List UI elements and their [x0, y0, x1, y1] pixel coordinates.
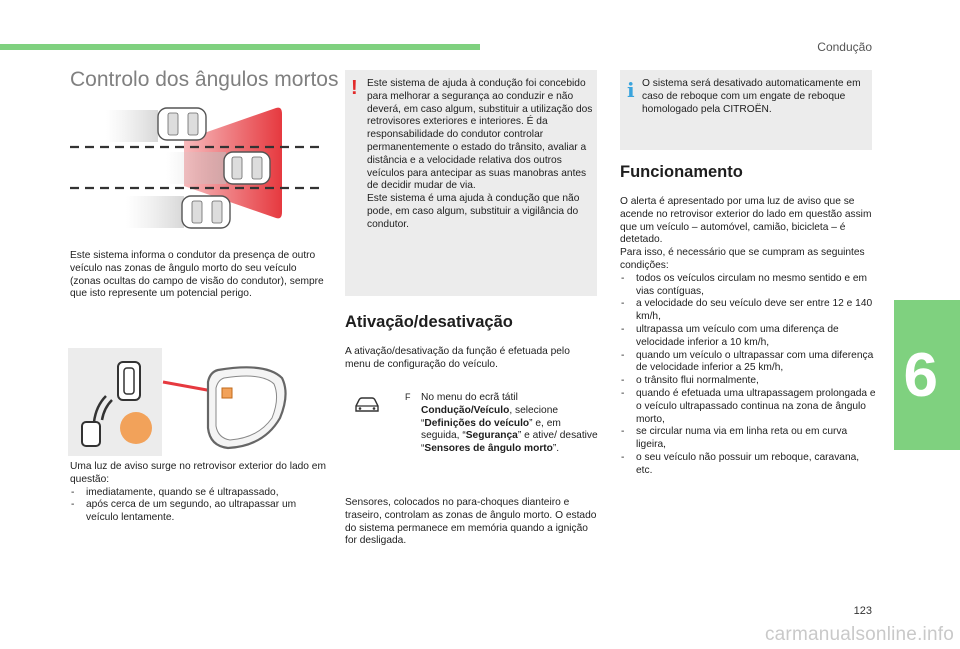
activation-text: A ativação/desativação da função é efetuada pelo menu de configuração do veículo.	[345, 346, 570, 370]
exclamation-warning-icon: !	[351, 77, 358, 99]
page-title: Controlo dos ângulos mortos	[70, 68, 339, 91]
menu-text: No menu do ecrã tátil	[421, 392, 518, 403]
info-box	[620, 70, 872, 150]
activation-heading: Ativação/desativação	[345, 313, 513, 331]
menu-sensores: Sensores de ângulo morto	[424, 443, 553, 455]
car-front-icon	[353, 397, 381, 413]
warning-light-list	[70, 487, 326, 525]
list-item: - se circular numa via em linha reta ou em curva ligeira,	[620, 426, 878, 452]
instruction-arrow-icon: F	[405, 392, 411, 402]
conditions-list	[620, 273, 878, 478]
list-item: - quando é efetuada uma ultrapassagem prolongada e o veículo ultrapassado continua na zona de ângulo morto,	[620, 388, 878, 426]
list-item: - após cerca de um segundo, ao ultrapassar um veículo lentamente.	[70, 499, 326, 525]
info-text: O sistema será desativado automaticamente em caso de reboque com um engate de reboque homologado pela CITROËN.	[642, 78, 861, 115]
chapter-number: 6	[903, 341, 938, 410]
warning-light-section	[70, 461, 326, 525]
car-bottom	[182, 196, 230, 228]
list-item: - imediatamente, quando se é ultrapassado,	[70, 487, 326, 500]
blind-spot-illustration	[66, 100, 330, 230]
car-top	[158, 108, 206, 140]
sensors-text: Sensores, colocados no para-choques dianteiro e traseiro, controlam as zonas de ângulo morto. O estado do sistema permanece em memória quando a ignição for desligada.	[345, 497, 597, 547]
info-icon: i	[627, 78, 635, 102]
list-item: - o trânsito flui normalmente,	[620, 375, 878, 388]
warning-text-2: Este sistema é uma ajuda à condução que não pode, em caso algum, substituir a vigilância do condutor.	[367, 193, 580, 230]
mirror-warning-illustration	[68, 348, 294, 456]
menu-condução: Condução	[421, 404, 471, 416]
operation-section	[620, 196, 878, 478]
menu-definicoes: Definições do veículo	[424, 417, 530, 429]
menu-veiculo: Veículo	[473, 404, 510, 416]
menu-sep: /	[470, 404, 474, 416]
list-item: - ultrapassa um veículo com uma diferença de velocidade inferior a 10 km/h,	[620, 324, 878, 350]
warning-light-intro: Uma luz de aviso surge no retrovisor exterior do lado em questão:	[70, 461, 326, 485]
operation-conditions-intro: Para isso, é necessário que se cumpram as seguintes condições:	[620, 247, 865, 271]
watermark: carmanualsonline.info	[764, 624, 954, 645]
menu-instruction: F No menu do ecrã tátil Condução/Veículo, selecione “Definições do veículo” e, em seguida, “Segurança” e ative/ desative “Sensores de ângulo morto”.	[353, 392, 603, 476]
safety-warning-box	[345, 70, 597, 296]
list-item: - todos os veículos circulam no mesmo sentido e em vias contíguas,	[620, 273, 878, 299]
operation-text: O alerta é apresentado por uma luz de aviso que se acende no retrovisor exterior do lado em questão assim que um veículo – automóvel, camião, bicicleta – é detetado.	[620, 196, 872, 246]
section-name: Condução	[817, 40, 872, 54]
page-number: 123	[853, 605, 872, 617]
warning-text: Este sistema de ajuda à condução foi concebido para melhorar a segurança ao conduzir e não deverá, em caso algum, substituir a utilização dos retrovisores exteriores e interiores. É da responsabilidade do condutor controlar permanentemente o estado do trânsito, avaliar a distância e a velocidade relativa dos outros veículos para antecipar as suas manobras antes de decidir mudar de via.	[367, 78, 593, 192]
list-item: - o seu veículo não possuir um reboque, caravana, etc.	[620, 452, 878, 478]
operation-heading: Funcionamento	[620, 163, 743, 181]
intro-text: Este sistema informa o condutor da presença de outro veículo nas zonas de ângulo morto do seu veículo (zonas ocultas do campo de visão do condutor), sempre que isto represente um potencial perigo.	[70, 250, 324, 300]
menu-seguranca: Segurança	[465, 430, 518, 442]
list-item: - a velocidade do seu veículo deve ser entre 12 e 140 km/h,	[620, 298, 878, 324]
car-middle	[224, 152, 270, 184]
top-accent-bar	[0, 44, 480, 50]
list-item: - quando um veículo o ultrapassar com uma diferença de velocidade inferior a 25 km/h,	[620, 350, 878, 376]
